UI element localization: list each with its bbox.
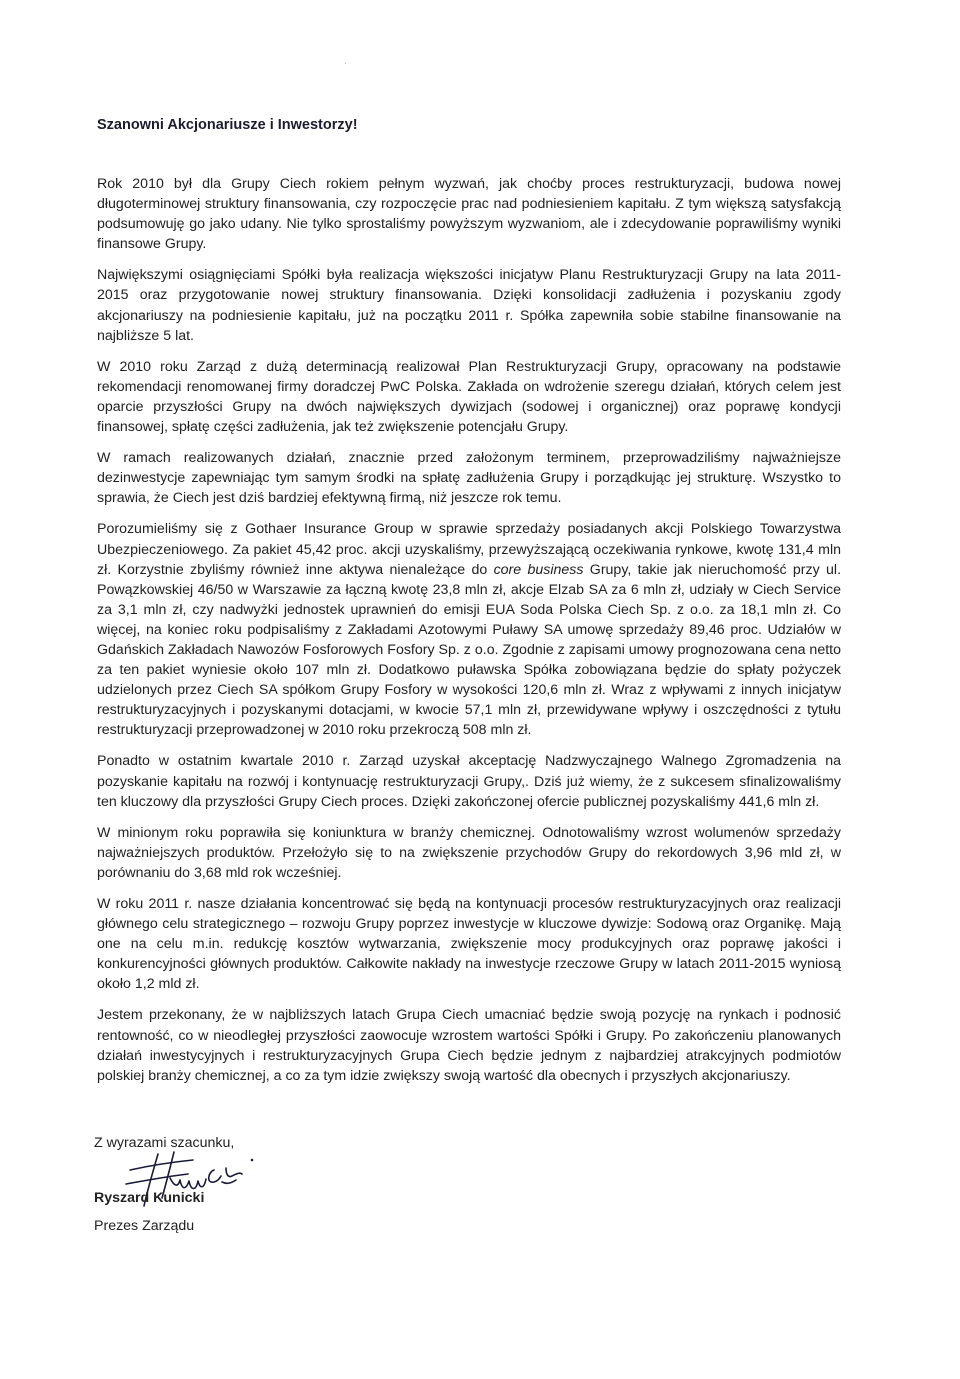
paragraph-part: Porozumieliśmy się z Gothaer Insurance Group w sprawie sprzedaży posiadanych akcji Polskiego Towarzystwa Ubezpieczeniowego. Za pakiet 45,42 proc. akcji uzyskaliśmy, przewyższającą oczekiwania rynkowe, kwotę 131,4 mln zł. Korzystnie zbyliśmy również inne aktywa nienależące do	[97, 521, 841, 578]
paragraph: Największymi osiągnięciami Spółki była realizacja większości inicjatyw Planu Restrukturyzacji Grupy na lata 2011-2015 oraz przygotowanie nowej struktury finansowania. Dzięki konsolidacji zadłużenia i pozyskaniu zgody akcjonariuszy na podniesienie kapitału, już na początku 2011 r. Spółka zapewniła sobie stabilne finansowanie na najbliższe 5 lat.	[97, 267, 841, 344]
paragraph-divestments	[97, 519, 841, 740]
signer-name: Ryszard Kunicki	[94, 1190, 205, 1206]
signer-title: Prezes Zarządu	[94, 1218, 195, 1234]
paragraph-part: Grupy, takie jak nieruchomość przy ul. Powązkowskiej 46/50 w Warszawie za łączną kwotę 23,8 mln zł, akcje Elzab SA za 6 mln zł, udziały w Ciech Service za 3,1 mln zł, czy nadwyżki jednostek uprawnień do emisji EUA Soda Polska Ciech Sp. z o.o. za 18,1 mln zł. Co więcej, na koniec roku podpisaliśmy z Zakładami Azotowymi Puławy SA umowę sprzedaży 89,46 proc. Udziałów w Gdańskich Zakładach Nawozów Fosforowych Fosfory Sp. z o.o. Zgodnie z zapisami umowy prognozowana cena netto za ten pakiet wyniesie około 107 mln zł. Dodatkowo puławska Spółka zobowiązana będzie do spłaty pożyczek udzielonych przez Ciech SA spółkom Grupy Fosfory w wysokości 120,6 mln zł. Wraz z wpływami z innych inicjatyw restrukturyzacyjnych i pozyskanymi dotacjami, w kwocie 57,1 mln zł, przewidywane wpływy i oszczędności z tytułu restrukturyzacji przeprowadzonej w 2010 roku przekroczą 508 mln zł.	[97, 561, 842, 739]
paragraph: Ponadto w ostatnim kwartale 2010 r. Zarząd uzyskał akceptację Nadzwyczajnego Walnego Zgromadzenia na pozyskanie kapitału na rozwój i kontynuację restrukturyzacji Grupy,. Dziś już wiemy, że z sukcesem sfinalizowaliśmy ten kluczowy dla przyszłości Grupy Ciech proces. Dzięki zakończonej ofercie publicznej pozyskaliśmy 441,6 mln zł.	[97, 753, 841, 810]
paragraph: Rok 2010 był dla Grupy Ciech rokiem pełnym wyzwań, jak choćby proces restrukturyzacji, budowa nowej długoterminowej struktury finansowania, czy rozpoczęcie prac nad podniesieniem kapitału. Z tym większą satysfakcją podsumowuję go jako udany. Nie tylko sprostaliśmy powyższym wyzwaniom, ale i zdecydowanie poprawiliśmy wyniki finansowe Grupy.	[97, 176, 841, 253]
italic-term: core business	[493, 561, 584, 578]
paragraph: Jestem przekonany, że w najbliższych latach Grupa Ciech umacniać będzie swoją pozycję na rynkach i podnosić rentowność, co w nieodległej przyszłości zaowocuje wzrostem wartości Spółki i Grupy. Po zakończeniu planowanych działań inwestycyjnych i restrukturyzacyjnych Grupa Ciech będzie jednym z najbardziej atrakcyjnych podmiotów polskiej branży chemicznej, a co za tym idzie zwiększy swoją wartość dla obecnych i przyszłych akcjonariuszy.	[97, 1007, 841, 1084]
paragraph: W 2010 roku Zarząd z dużą determinacją realizował Plan Restrukturyzacji Grupy, opracowany na podstawie rekomendacji renomowanej firmy doradczej PwC Polska. Zakłada on wdrożenie szeregu działań, których celem jest oparcie przyszłości Grupy na dwóch największych dywizjach (sodowej i organicznej) oraz poprawę kondycji finansowej, spłatę części zadłużenia, jak też zwiększenie potencjału Grupy.	[97, 358, 841, 436]
scan-speck	[345, 63, 346, 64]
letter-body	[97, 174, 841, 1097]
paragraph: W minionym roku poprawiła się koniunktura w branży chemicznej. Odnotowaliśmy wzrost wolumenów sprzedaży najważniejszych produktów. Przełożyło się to na zwiększenie przychodów Grupy do rekordowych 3,96 mld zł, w porównaniu do 3,68 mld rok wcześniej.	[97, 824, 841, 881]
closing: Z wyrazami szacunku,	[94, 1135, 235, 1151]
salutation: Szanowni Akcjonariusze i Inwestorzy!	[97, 117, 358, 133]
paragraph: W roku 2011 r. nasze działania koncentrować się będą na kontynuacji procesów restrukturyzacyjnych oraz realizacji głównego celu strategicznego – rozwoju Grupy poprzez inwestycje w kluczowe dywizje: Sodową oraz Organikę. Mają one na celu m.in. redukcję kosztów wytwarzania, zwiększenie mocy produkcyjnych oraz poprawę jakości i konkurencyjności głównych produktów. Całkowite nakłady na inwestycje rzeczowe Grupy w latach 2011-2015 wyniosą około 1,2 mld zł.	[97, 896, 841, 993]
paragraph: W ramach realizowanych działań, znacznie przed założonym terminem, przeprowadziliśmy najważniejsze dezinwestycje zapewniając tym samym środki na spłatę zadłużenia Grupy i porządkując jej strukturę. Wszystko to sprawia, że Ciech jest dziś bardziej efektywną firmą, niż jeszcze rok temu.	[97, 450, 841, 507]
